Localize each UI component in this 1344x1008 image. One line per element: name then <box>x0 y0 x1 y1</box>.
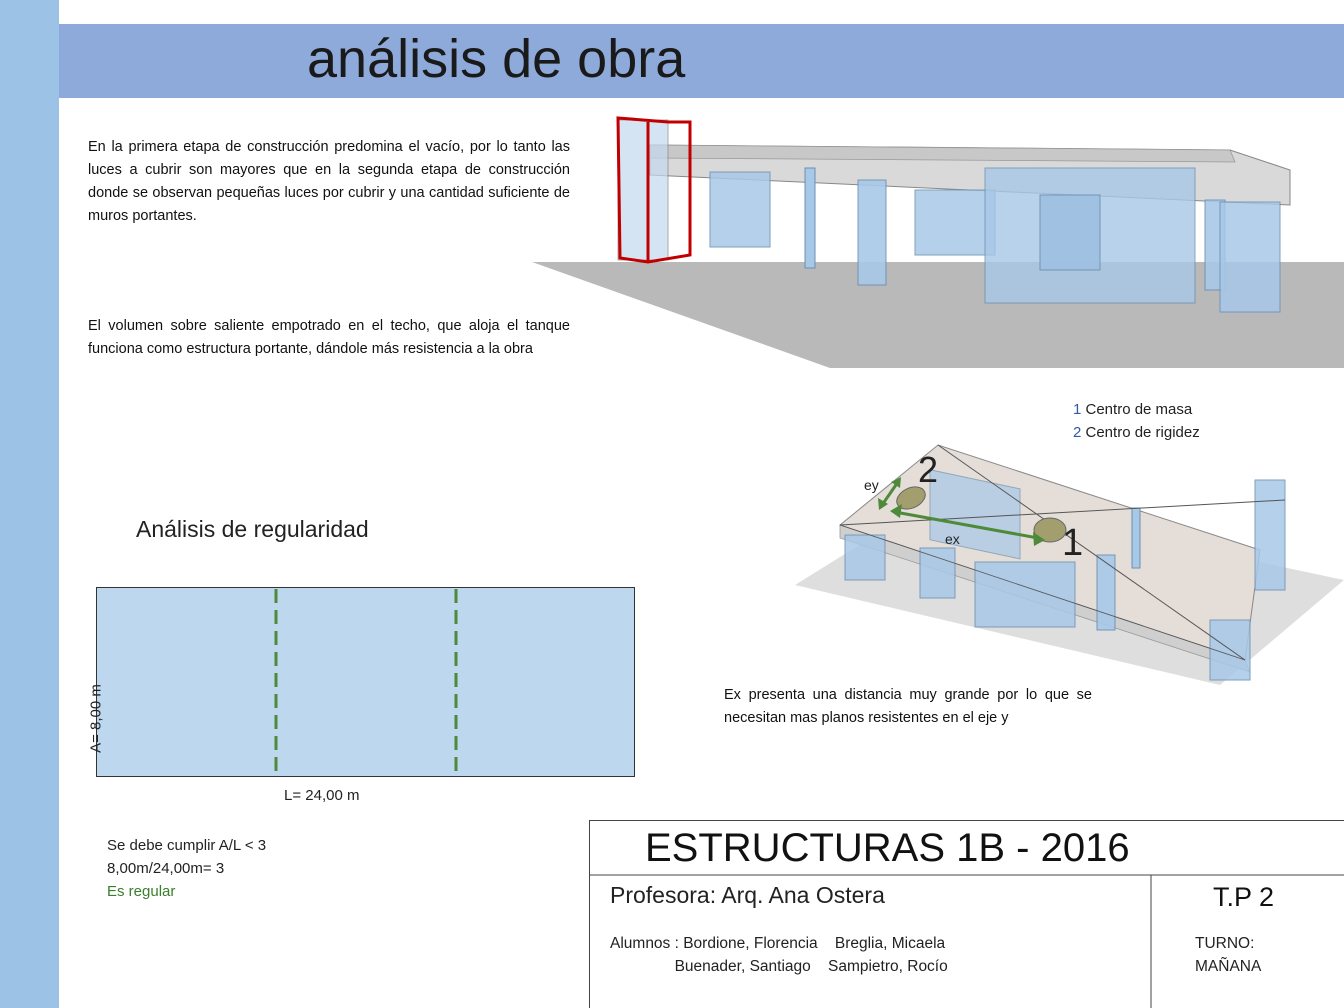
page-title: análisis de obra <box>307 29 686 89</box>
left-sidebar-band <box>0 0 59 1008</box>
paragraph-construction: En la primera etapa de construcción predomina el vacío, por lo tanto las luces a cubrir son mayores que en la segunda etapa de construcción donde se observan pequeñas luces por cubrir y una cantidad suficiente de muros portantes. <box>88 139 570 224</box>
regularity-plan <box>96 587 635 777</box>
regularity-result: Es regular <box>107 883 176 900</box>
width-dimension-label: A= 8,00 m <box>87 684 105 753</box>
ex-label: ex <box>945 531 960 547</box>
shift-value: MAÑANA <box>1195 958 1262 975</box>
regularity-rule: Se debe cumplir A/L < 3 <box>107 837 267 854</box>
paragraph-ex-analysis: Ex presenta una distancia muy grande por lo que se necesitan mas planos resistentes en el eje y <box>724 687 1092 726</box>
glass-wall <box>915 190 995 255</box>
professor-name: Profesora: Arq. Ana Ostera <box>610 882 885 908</box>
title-band <box>59 24 1344 98</box>
glass-wall <box>710 172 770 247</box>
legend-item-rigidity-center: 2 Centro de rigidez <box>1073 424 1200 441</box>
legend <box>1073 398 1200 444</box>
plan-rectangle <box>97 588 635 777</box>
regularity-check <box>107 834 266 903</box>
regularity-title: Análisis de regularidad <box>136 516 369 542</box>
shift-info <box>1195 932 1261 978</box>
building-perspective-drawing <box>530 110 1344 370</box>
rigidity-center-label: 2 <box>918 449 939 490</box>
legend-item-mass-center: 1 Centro de masa <box>1073 401 1193 418</box>
course-title: ESTRUCTURAS 1B - 2016 <box>645 826 1130 870</box>
column <box>805 168 815 268</box>
students-list: Alumnos : Bordione, Florencia Breglia, Micaela Buenader, Santiago Sampietro, Rocío <box>610 935 948 975</box>
tp-number: T.P 2 <box>1213 882 1275 912</box>
mass-center-label: 1 <box>1062 522 1084 564</box>
glass-wall <box>858 180 886 285</box>
regularity-calc: 8,00m/24,00m= 3 <box>107 860 225 877</box>
length-dimension-label: L= 24,00 m <box>284 787 360 804</box>
paragraph-volume: El volumen sobre saliente empotrado en el techo, que aloja el tanque funciona como estructura portante, dándole más resistencia a la obra <box>88 318 570 357</box>
ey-label: ey <box>864 477 879 493</box>
glass-wall <box>1220 202 1280 312</box>
shift-label: TURNO: <box>1195 935 1255 952</box>
rigidity-analysis-drawing <box>790 440 1344 685</box>
